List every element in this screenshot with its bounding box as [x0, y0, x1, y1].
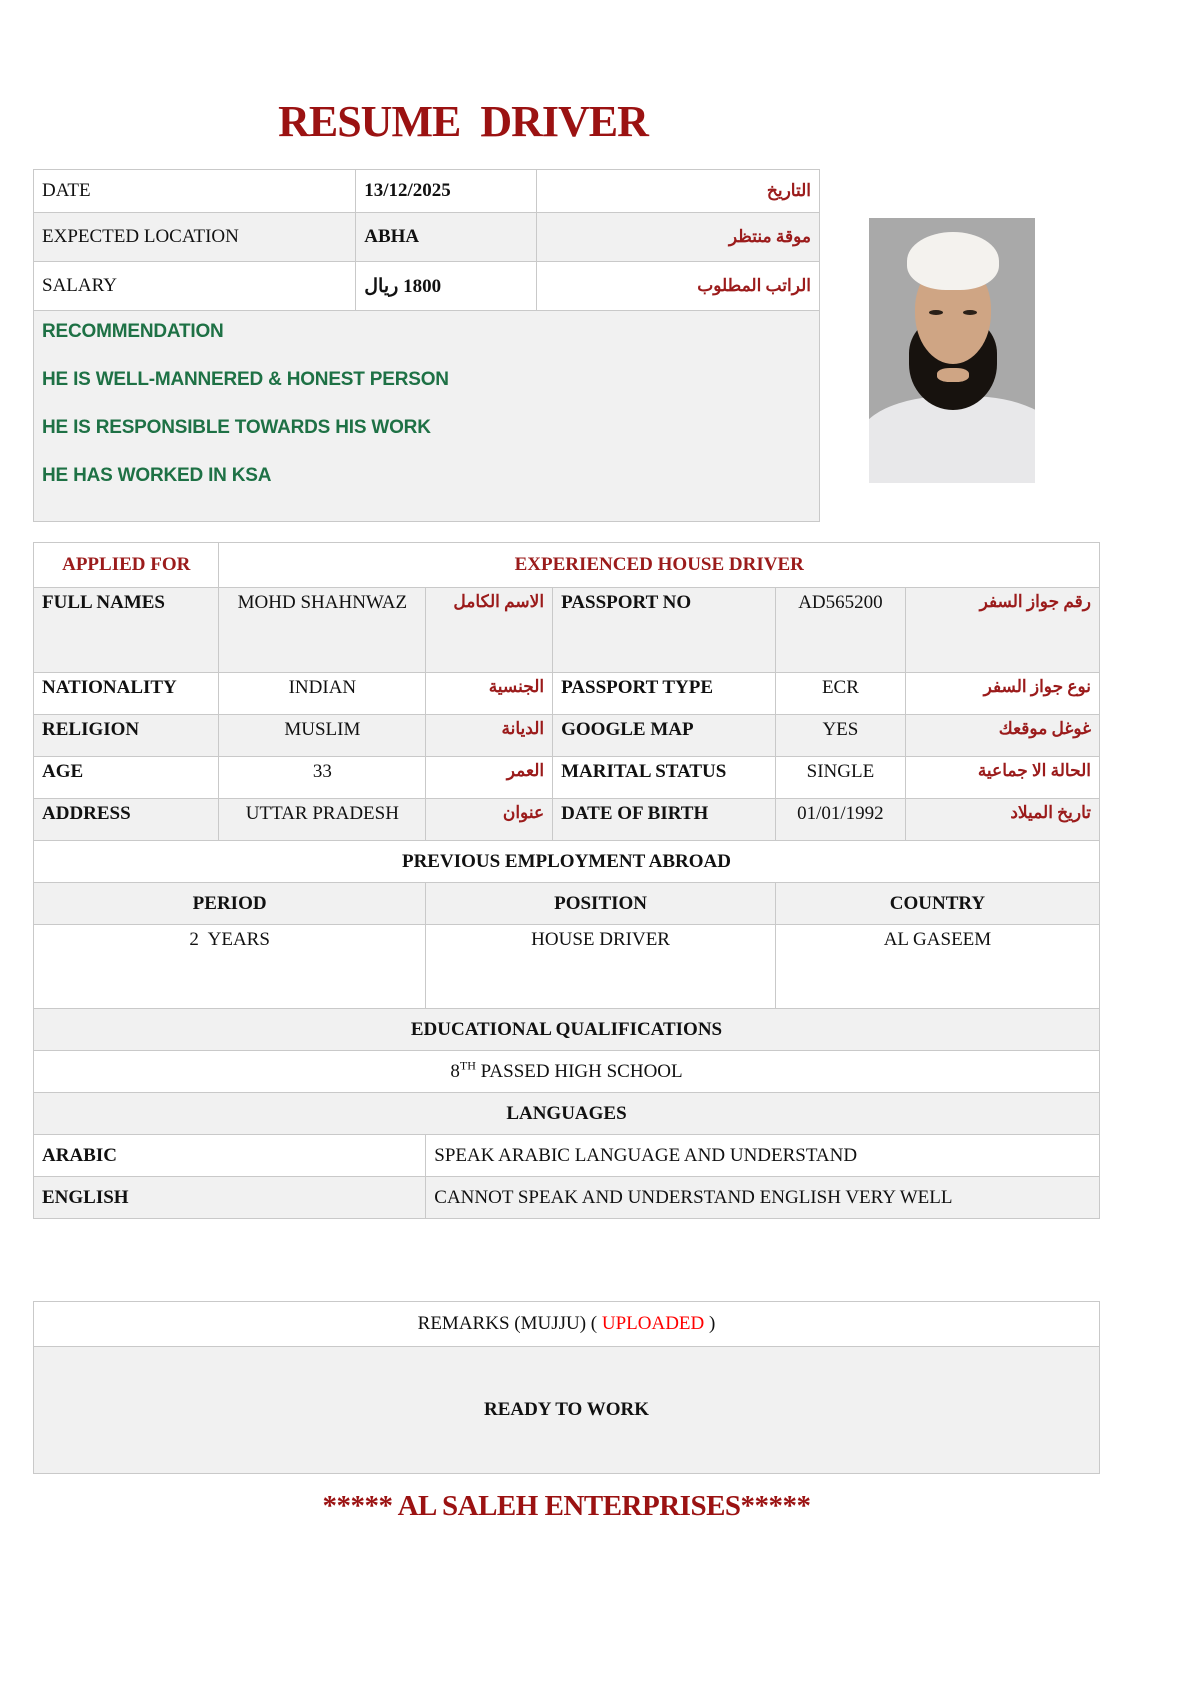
date-of-birth-value: 01/01/1992: [775, 799, 905, 841]
table-row: [34, 799, 1100, 841]
recommendation-line: HE IS RESPONSIBLE TOWARDS HIS WORK: [42, 417, 431, 438]
expected-location-label-arabic: موقة منتظر: [537, 213, 820, 262]
footer-company-name: ***** AL SALEH ENTERPRISES*****: [322, 1490, 811, 1522]
remarks-text-suffix: ): [704, 1313, 716, 1334]
address-label: ADDRESS: [34, 799, 219, 841]
remarks-text: REMARKS (MUJJU) (: [417, 1313, 602, 1334]
applied-for-label: APPLIED FOR: [34, 543, 219, 588]
ready-to-work-text: READY TO WORK: [34, 1347, 1100, 1474]
remarks-table: [33, 1301, 1100, 1474]
passport-no-label: PASSPORT NO: [553, 588, 776, 673]
page-title: RESUME DRIVER: [278, 97, 648, 146]
details-table: [33, 542, 1100, 1219]
country-header: COUNTRY: [775, 883, 1099, 925]
applied-for-value: EXPERIENCED HOUSE DRIVER: [219, 543, 1100, 588]
table-row: [34, 213, 820, 262]
marital-status-label: MARITAL STATUS: [553, 757, 776, 799]
table-row: [34, 588, 1100, 673]
salary-label-arabic: الراتب المطلوب: [537, 262, 820, 311]
recommendation-cell: [34, 311, 820, 522]
english-language-value: CANNOT SPEAK AND UNDERSTAND ENGLISH VERY WELL: [426, 1177, 1100, 1219]
photo-cap-icon: [907, 232, 999, 290]
google-map-label-arabic: غوغل موقعك: [905, 715, 1099, 757]
full-names-value: MOHD SHAHNWAZ: [219, 588, 426, 673]
table-row: [34, 543, 1100, 588]
arabic-language-value: SPEAK ARABIC LANGUAGE AND UNDERSTAND: [426, 1135, 1100, 1177]
full-names-label: FULL NAMES: [34, 588, 219, 673]
english-language-label: ENGLISH: [34, 1177, 426, 1219]
table-row: [34, 757, 1100, 799]
nationality-value: INDIAN: [219, 673, 426, 715]
period-value: 2 YEARS: [34, 925, 426, 1009]
candidate-photo: [869, 218, 1035, 483]
remarks-cell: [34, 1302, 1100, 1347]
position-value: HOUSE DRIVER: [426, 925, 776, 1009]
table-row: [34, 1135, 1100, 1177]
previous-employment-section-title: PREVIOUS EMPLOYMENT ABROAD: [34, 841, 1100, 883]
table-row: [34, 925, 1100, 1009]
date-label-arabic: التاريخ: [537, 170, 820, 213]
date-of-birth-label: DATE OF BIRTH: [553, 799, 776, 841]
age-label: AGE: [34, 757, 219, 799]
full-names-label-arabic: الاسم الكامل: [426, 588, 553, 673]
religion-label-arabic: الديانة: [426, 715, 553, 757]
age-value: 33: [219, 757, 426, 799]
table-row: [34, 883, 1100, 925]
education-section-title: EDUCATIONAL QUALIFICATIONS: [34, 1009, 1100, 1051]
date-value: 13/12/2025: [356, 170, 537, 213]
period-header: PERIOD: [34, 883, 426, 925]
nationality-label-arabic: الجنسية: [426, 673, 553, 715]
title-container: [33, 96, 893, 147]
languages-section-title: LANGUAGES: [34, 1093, 1100, 1135]
table-row: [34, 1177, 1100, 1219]
education-value: 8TH PASSED HIGH SCHOOL: [34, 1051, 1100, 1093]
recommendation-line: HE IS WELL-MANNERED & HONEST PERSON: [42, 369, 449, 390]
passport-no-label-arabic: رقم جواز السفر: [905, 588, 1099, 673]
date-label: DATE: [34, 170, 356, 213]
google-map-value: YES: [775, 715, 905, 757]
table-row: [34, 170, 820, 213]
passport-type-value: ECR: [775, 673, 905, 715]
date-of-birth-label-arabic: تاريخ الميلاد: [905, 799, 1099, 841]
table-row: [34, 1093, 1100, 1135]
arabic-language-label: ARABIC: [34, 1135, 426, 1177]
table-row: [34, 311, 820, 522]
recommendation-line: HE HAS WORKED IN KSA: [42, 465, 272, 486]
religion-label: RELIGION: [34, 715, 219, 757]
passport-no-value: AD565200: [775, 588, 905, 673]
nationality-label: NATIONALITY: [34, 673, 219, 715]
address-value: UTTAR PRADESH: [219, 799, 426, 841]
passport-type-label-arabic: نوع جواز السفر: [905, 673, 1099, 715]
salary-label: SALARY: [34, 262, 356, 311]
table-row: [34, 1347, 1100, 1474]
photo-right-eye: [963, 310, 977, 315]
passport-type-label: PASSPORT TYPE: [553, 673, 776, 715]
table-row: [34, 262, 820, 311]
photo-mouth: [937, 368, 969, 382]
marital-status-label-arabic: الحالة الا جماعية: [905, 757, 1099, 799]
table-row: [34, 715, 1100, 757]
recommendation-heading: RECOMMENDATION: [42, 321, 224, 342]
position-header: POSITION: [426, 883, 776, 925]
google-map-label: GOOGLE MAP: [553, 715, 776, 757]
ordinal-suffix: TH: [459, 1058, 476, 1073]
religion-value: MUSLIM: [219, 715, 426, 757]
address-label-arabic: عنوان: [426, 799, 553, 841]
age-label-arabic: العمر: [426, 757, 553, 799]
table-row: [34, 841, 1100, 883]
expected-location-value: ABHA: [356, 213, 537, 262]
country-value: AL GASEEM: [775, 925, 1099, 1009]
table-row: [34, 1009, 1100, 1051]
table-row: [34, 1051, 1100, 1093]
table-row: [34, 673, 1100, 715]
salary-value: 1800 ريال: [356, 262, 537, 311]
remarks-uploaded-status: UPLOADED: [601, 1313, 705, 1334]
info-table: [33, 169, 820, 522]
expected-location-label: EXPECTED LOCATION: [34, 213, 356, 262]
table-row: [34, 1302, 1100, 1347]
marital-status-value: SINGLE: [775, 757, 905, 799]
photo-left-eye: [929, 310, 943, 315]
